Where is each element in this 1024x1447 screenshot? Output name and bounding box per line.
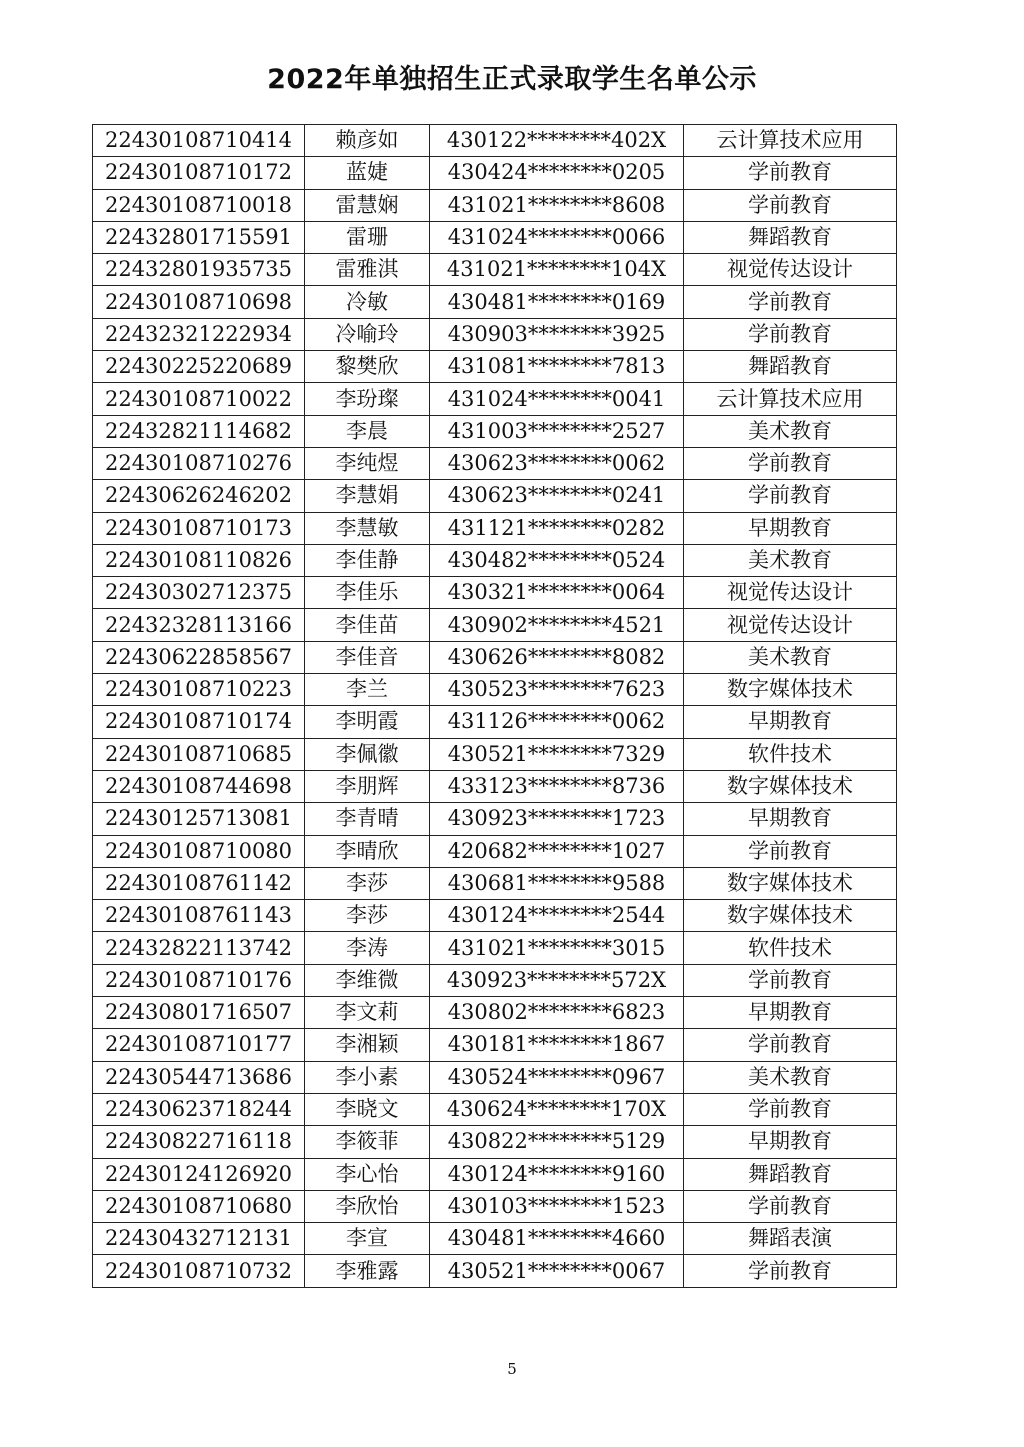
- table-row: [93, 254, 897, 286]
- student-name-cell: 李兰: [305, 674, 430, 706]
- id-card-number-cell: 430923********572X: [430, 964, 684, 996]
- candidate-number-cell: 22430108710276: [93, 447, 305, 479]
- id-card-number-cell: 430181********1867: [430, 1029, 684, 1061]
- candidate-number-cell: 22432822113742: [93, 932, 305, 964]
- id-card-number-cell: 430521********0067: [430, 1255, 684, 1287]
- id-card-number-cell: 430124********2544: [430, 900, 684, 932]
- id-card-number-cell: 430523********7623: [430, 674, 684, 706]
- student-name-cell: 李佳音: [305, 641, 430, 673]
- id-card-number-cell: 431024********0041: [430, 383, 684, 415]
- major-cell: 软件技术: [684, 738, 897, 770]
- candidate-number-cell: 22430108710176: [93, 964, 305, 996]
- student-name-cell: 李晓文: [305, 1093, 430, 1125]
- major-cell: 美术教育: [684, 415, 897, 447]
- candidate-number-cell: 22432328113166: [93, 609, 305, 641]
- table-row: [93, 544, 897, 576]
- id-card-number-cell: 430902********4521: [430, 609, 684, 641]
- id-card-number-cell: 431126********0062: [430, 706, 684, 738]
- major-cell: 数字媒体技术: [684, 674, 897, 706]
- major-cell: 学前教育: [684, 1190, 897, 1222]
- major-cell: 学前教育: [684, 1029, 897, 1061]
- student-name-cell: 李莎: [305, 867, 430, 899]
- student-name-cell: 赖彦如: [305, 125, 430, 157]
- candidate-number-cell: 22430108710022: [93, 383, 305, 415]
- major-cell: 舞蹈教育: [684, 1158, 897, 1190]
- major-cell: 美术教育: [684, 1061, 897, 1093]
- student-name-cell: 黎樊欣: [305, 351, 430, 383]
- table-row: [93, 415, 897, 447]
- major-cell: 数字媒体技术: [684, 867, 897, 899]
- table-row: [93, 900, 897, 932]
- major-cell: 学前教育: [684, 318, 897, 350]
- table-row: [93, 1255, 897, 1287]
- id-card-number-cell: 431024********0066: [430, 221, 684, 253]
- student-name-cell: 李涛: [305, 932, 430, 964]
- table-row: [93, 221, 897, 253]
- table-row: [93, 1061, 897, 1093]
- candidate-number-cell: 22432321222934: [93, 318, 305, 350]
- table-row: [93, 189, 897, 221]
- student-name-cell: 蓝婕: [305, 157, 430, 189]
- major-cell: 学前教育: [684, 157, 897, 189]
- id-card-number-cell: 430624********170X: [430, 1093, 684, 1125]
- candidate-number-cell: 22430108710223: [93, 674, 305, 706]
- table-row: [93, 706, 897, 738]
- candidate-number-cell: 22430108710680: [93, 1190, 305, 1222]
- table-row: [93, 1029, 897, 1061]
- candidate-number-cell: 22430108710685: [93, 738, 305, 770]
- table-row: [93, 1223, 897, 1255]
- student-name-cell: 冷敏: [305, 286, 430, 318]
- major-cell: 软件技术: [684, 932, 897, 964]
- page-number: 5: [507, 1360, 517, 1378]
- id-card-number-cell: 420682********1027: [430, 835, 684, 867]
- student-name-cell: 李文莉: [305, 997, 430, 1029]
- table-row: [93, 835, 897, 867]
- major-cell: 学前教育: [684, 835, 897, 867]
- table-row: [93, 867, 897, 899]
- id-card-number-cell: 431021********104X: [430, 254, 684, 286]
- candidate-number-cell: 22430626246202: [93, 480, 305, 512]
- table-row: [93, 318, 897, 350]
- major-cell: 早期教育: [684, 803, 897, 835]
- id-card-number-cell: 430124********9160: [430, 1158, 684, 1190]
- major-cell: 学前教育: [684, 480, 897, 512]
- table-row: [93, 577, 897, 609]
- student-name-cell: 李维微: [305, 964, 430, 996]
- table-row: [93, 1093, 897, 1125]
- candidate-number-cell: 22430801716507: [93, 997, 305, 1029]
- id-card-number-cell: 430903********3925: [430, 318, 684, 350]
- student-name-cell: 李佳静: [305, 544, 430, 576]
- candidate-number-cell: 22432801935735: [93, 254, 305, 286]
- id-card-number-cell: 430822********5129: [430, 1126, 684, 1158]
- id-card-number-cell: 433123********8736: [430, 770, 684, 802]
- page-title: 2022年单独招生正式录取学生名单公示: [267, 64, 757, 95]
- candidate-number-cell: 22430108761142: [93, 867, 305, 899]
- major-cell: 早期教育: [684, 512, 897, 544]
- id-card-number-cell: 430681********9588: [430, 867, 684, 899]
- major-cell: 舞蹈教育: [684, 221, 897, 253]
- candidate-number-cell: 22430108710173: [93, 512, 305, 544]
- student-name-cell: 李佩徽: [305, 738, 430, 770]
- id-card-number-cell: 431021********8608: [430, 189, 684, 221]
- candidate-number-cell: 22430108744698: [93, 770, 305, 802]
- major-cell: 学前教育: [684, 286, 897, 318]
- table-row: [93, 770, 897, 802]
- table-row: [93, 125, 897, 157]
- candidate-number-cell: 22432801715591: [93, 221, 305, 253]
- table-row: [93, 674, 897, 706]
- major-cell: 学前教育: [684, 964, 897, 996]
- id-card-number-cell: 430424********0205: [430, 157, 684, 189]
- table-row: [93, 157, 897, 189]
- student-name-cell: 李纯煜: [305, 447, 430, 479]
- major-cell: 早期教育: [684, 1126, 897, 1158]
- candidate-number-cell: 22430124126920: [93, 1158, 305, 1190]
- candidate-number-cell: 22430822716118: [93, 1126, 305, 1158]
- student-name-cell: 雷珊: [305, 221, 430, 253]
- candidate-number-cell: 22430225220689: [93, 351, 305, 383]
- id-card-number-cell: 430122********402X: [430, 125, 684, 157]
- table-row: [93, 803, 897, 835]
- candidate-number-cell: 22430108710177: [93, 1029, 305, 1061]
- table-row: [93, 964, 897, 996]
- table-row: [93, 1158, 897, 1190]
- student-name-cell: 李湘颖: [305, 1029, 430, 1061]
- student-name-cell: 李朋辉: [305, 770, 430, 802]
- major-cell: 数字媒体技术: [684, 900, 897, 932]
- table-row: [93, 738, 897, 770]
- major-cell: 视觉传达设计: [684, 577, 897, 609]
- major-cell: 学前教育: [684, 189, 897, 221]
- candidate-number-cell: 22430622858567: [93, 641, 305, 673]
- major-cell: 学前教育: [684, 1255, 897, 1287]
- student-name-cell: 李佳苗: [305, 609, 430, 641]
- candidate-number-cell: 22430108710080: [93, 835, 305, 867]
- table-row: [93, 997, 897, 1029]
- table-row: [93, 286, 897, 318]
- id-card-number-cell: 430923********1723: [430, 803, 684, 835]
- major-cell: 数字媒体技术: [684, 770, 897, 802]
- id-card-number-cell: 430524********0967: [430, 1061, 684, 1093]
- student-name-cell: 李青晴: [305, 803, 430, 835]
- major-cell: 学前教育: [684, 447, 897, 479]
- student-name-cell: 李晴欣: [305, 835, 430, 867]
- major-cell: 美术教育: [684, 641, 897, 673]
- student-name-cell: 李雅露: [305, 1255, 430, 1287]
- student-name-cell: 李佳乐: [305, 577, 430, 609]
- student-name-cell: 雷慧娴: [305, 189, 430, 221]
- id-card-number-cell: 431081********7813: [430, 351, 684, 383]
- table-row: [93, 609, 897, 641]
- student-name-cell: 李玢璨: [305, 383, 430, 415]
- student-name-cell: 李慧敏: [305, 512, 430, 544]
- student-name-cell: 李莎: [305, 900, 430, 932]
- table-row: [93, 932, 897, 964]
- id-card-number-cell: 430802********6823: [430, 997, 684, 1029]
- id-card-number-cell: 430482********0524: [430, 544, 684, 576]
- student-name-cell: 李宣: [305, 1223, 430, 1255]
- id-card-number-cell: 430103********1523: [430, 1190, 684, 1222]
- table-row: [93, 383, 897, 415]
- candidate-number-cell: 22430108710174: [93, 706, 305, 738]
- student-name-cell: 李心怡: [305, 1158, 430, 1190]
- student-name-cell: 李明霞: [305, 706, 430, 738]
- table-row: [93, 447, 897, 479]
- candidate-number-cell: 22430432712131: [93, 1223, 305, 1255]
- id-card-number-cell: 430623********0241: [430, 480, 684, 512]
- table-row: [93, 351, 897, 383]
- student-name-cell: 李慧娟: [305, 480, 430, 512]
- candidate-number-cell: 22430108710172: [93, 157, 305, 189]
- id-card-number-cell: 431021********3015: [430, 932, 684, 964]
- id-card-number-cell: 430623********0062: [430, 447, 684, 479]
- major-cell: 舞蹈教育: [684, 351, 897, 383]
- candidate-number-cell: 22430108710698: [93, 286, 305, 318]
- student-name-cell: 李小素: [305, 1061, 430, 1093]
- table-row: [93, 1126, 897, 1158]
- student-name-cell: 李晨: [305, 415, 430, 447]
- id-card-number-cell: 431121********0282: [430, 512, 684, 544]
- major-cell: 美术教育: [684, 544, 897, 576]
- candidate-number-cell: 22432821114682: [93, 415, 305, 447]
- table-row: [93, 480, 897, 512]
- candidate-number-cell: 22430108710018: [93, 189, 305, 221]
- candidate-number-cell: 22430125713081: [93, 803, 305, 835]
- major-cell: 早期教育: [684, 997, 897, 1029]
- id-card-number-cell: 430626********8082: [430, 641, 684, 673]
- table-row: [93, 641, 897, 673]
- candidate-number-cell: 22430108710732: [93, 1255, 305, 1287]
- student-name-cell: 李筱菲: [305, 1126, 430, 1158]
- student-name-cell: 冷喻玲: [305, 318, 430, 350]
- id-card-number-cell: 430481********4660: [430, 1223, 684, 1255]
- candidate-number-cell: 22430302712375: [93, 577, 305, 609]
- candidate-number-cell: 22430623718244: [93, 1093, 305, 1125]
- candidate-number-cell: 22430108710414: [93, 125, 305, 157]
- student-name-cell: 李欣怡: [305, 1190, 430, 1222]
- candidate-number-cell: 22430108110826: [93, 544, 305, 576]
- major-cell: 视觉传达设计: [684, 609, 897, 641]
- major-cell: 云计算技术应用: [684, 383, 897, 415]
- id-card-number-cell: 430521********7329: [430, 738, 684, 770]
- major-cell: 云计算技术应用: [684, 125, 897, 157]
- id-card-number-cell: 430321********0064: [430, 577, 684, 609]
- id-card-number-cell: 430481********0169: [430, 286, 684, 318]
- admission-list-body: [93, 125, 897, 1288]
- major-cell: 舞蹈表演: [684, 1223, 897, 1255]
- major-cell: 视觉传达设计: [684, 254, 897, 286]
- major-cell: 学前教育: [684, 1093, 897, 1125]
- id-card-number-cell: 431003********2527: [430, 415, 684, 447]
- candidate-number-cell: 22430108761143: [93, 900, 305, 932]
- candidate-number-cell: 22430544713686: [93, 1061, 305, 1093]
- major-cell: 早期教育: [684, 706, 897, 738]
- admission-list-table: [92, 124, 897, 1288]
- student-name-cell: 雷雅淇: [305, 254, 430, 286]
- table-row: [93, 1190, 897, 1222]
- table-row: [93, 512, 897, 544]
